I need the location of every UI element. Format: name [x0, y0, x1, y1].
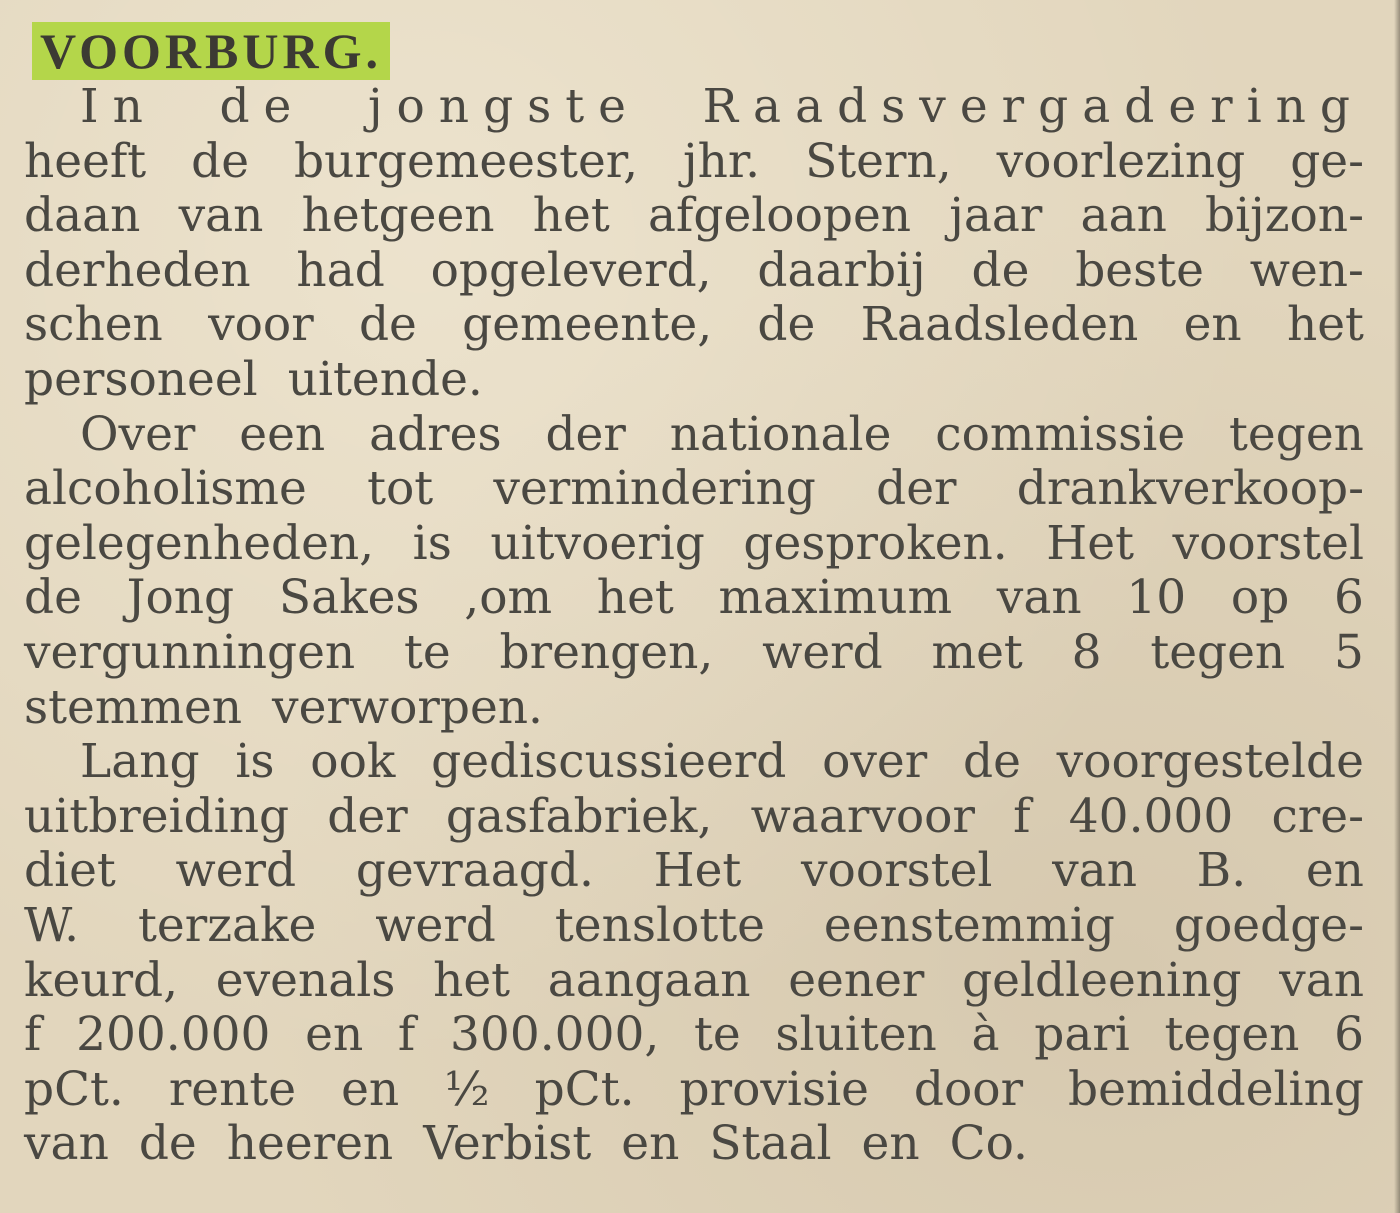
word: op: [1230, 570, 1290, 626]
word: f: [24, 1007, 42, 1063]
word: nationale: [669, 406, 892, 462]
word: een: [239, 406, 326, 462]
word: en: [305, 1007, 364, 1063]
word: en: [1305, 843, 1364, 899]
word: Jong: [126, 570, 235, 626]
word: Lang: [80, 734, 200, 790]
word: gevraagd.: [355, 843, 594, 899]
word: cre-: [1271, 788, 1364, 844]
text-line: [24, 517, 1364, 572]
word: der: [327, 788, 408, 844]
word: keurd,: [24, 952, 179, 1008]
word: W.: [24, 897, 80, 953]
word: voorstel: [800, 843, 993, 899]
word: en: [621, 1116, 680, 1172]
article-paragraph: [24, 735, 1364, 1172]
text-line: [24, 790, 1364, 845]
word: gelegenheden,: [24, 515, 375, 571]
word: van: [1279, 952, 1364, 1008]
word: afgeloopen: [647, 188, 912, 244]
word: gesproken.: [743, 515, 1008, 571]
word: is: [235, 734, 275, 790]
word: daarbij: [757, 242, 926, 298]
word: ½: [444, 1061, 490, 1117]
word: werd: [175, 843, 297, 899]
word: opgeleverd,: [430, 242, 712, 298]
word: ,om: [464, 570, 553, 626]
word: tot: [367, 461, 434, 517]
article-headline: VOORBURG.: [32, 22, 390, 80]
article-paragraph: [24, 80, 1364, 408]
word: 6: [1334, 1007, 1364, 1063]
word: Het: [653, 843, 742, 899]
word: drankverkoop-: [1016, 461, 1364, 517]
text-line: [24, 1063, 1364, 1118]
text-line: [24, 353, 1364, 408]
word: schen: [24, 297, 163, 353]
word: het: [596, 570, 674, 626]
word: pari: [1034, 1007, 1130, 1063]
word: diet: [24, 843, 116, 899]
word: à: [971, 1007, 1000, 1063]
word: B.: [1196, 843, 1247, 899]
word: Sakes: [278, 570, 420, 626]
word: tenslotte: [554, 897, 765, 953]
word: de: [138, 1116, 197, 1172]
word: pCt.: [534, 1061, 635, 1117]
word: 40.000: [1068, 788, 1234, 844]
word: Co.: [949, 1116, 1028, 1172]
word: door: [913, 1061, 1024, 1117]
word: alcoholisme: [24, 461, 307, 517]
word: provisie: [679, 1061, 869, 1117]
word: In: [80, 79, 157, 134]
word: goedge-: [1173, 897, 1364, 953]
word: daan: [24, 188, 141, 244]
word: de: [757, 297, 816, 353]
text-line: [24, 189, 1364, 244]
word: van: [24, 1116, 109, 1172]
word: uitende.: [287, 351, 483, 407]
word: voorlezing: [996, 133, 1246, 189]
word: voorstel: [1172, 515, 1364, 571]
word: Raadsleden: [860, 297, 1139, 353]
word: tegen: [1164, 1007, 1300, 1063]
text-line: [24, 735, 1364, 790]
text-line: [24, 571, 1364, 626]
word: gasfabriek,: [445, 788, 713, 844]
text-line: [24, 298, 1364, 353]
word: vergunningen: [24, 624, 356, 680]
word: werd: [375, 897, 496, 953]
word: f: [397, 1007, 416, 1063]
word: der: [876, 461, 957, 517]
text-line: [24, 899, 1364, 954]
word: de: [24, 570, 82, 626]
word: Stern,: [805, 133, 952, 189]
word: jhr.: [683, 133, 761, 189]
text-line: [24, 1117, 1364, 1172]
word: vermindering: [493, 461, 816, 517]
word: en: [341, 1061, 400, 1117]
word: te: [404, 624, 451, 680]
word: de: [219, 79, 306, 134]
word: adres: [369, 406, 502, 462]
word: het: [433, 952, 511, 1008]
text-line: [24, 244, 1364, 299]
word: ook: [310, 734, 396, 790]
word: bemiddeling: [1068, 1061, 1364, 1117]
word: is: [412, 515, 452, 571]
word: hetgeen: [301, 188, 495, 244]
word: met: [931, 624, 1023, 680]
word: had: [296, 242, 385, 298]
word: verworpen.: [272, 679, 543, 735]
word: derheden: [24, 242, 251, 298]
word: beste: [1075, 242, 1204, 298]
word: eenstemmig: [823, 897, 1115, 953]
word: commissie: [935, 406, 1186, 462]
word: pCt.: [24, 1061, 124, 1117]
text-line: [24, 681, 1364, 736]
word: heeren: [226, 1116, 394, 1172]
word: jaar: [949, 188, 1043, 244]
word: jongste: [367, 79, 640, 134]
word: Het: [1046, 515, 1134, 571]
word: Raadsvergadering: [702, 79, 1364, 134]
word: 5: [1334, 624, 1364, 680]
word: heeft: [24, 133, 147, 189]
word: 8: [1071, 624, 1102, 680]
word: rente: [168, 1061, 297, 1117]
word: tegen: [1229, 406, 1364, 462]
word: brengen,: [499, 624, 714, 680]
word: het: [1286, 297, 1364, 353]
word: de: [971, 242, 1030, 298]
word: gemeente,: [462, 297, 713, 353]
text-line: [24, 80, 1364, 135]
word: Verbist: [423, 1116, 592, 1172]
text-line: [24, 408, 1364, 463]
word: bijzon-: [1205, 188, 1364, 244]
word: de: [962, 734, 1021, 790]
word: 10: [1126, 570, 1187, 626]
text-line: [24, 135, 1364, 190]
text-line: [24, 1008, 1364, 1063]
word: aangaan: [547, 952, 751, 1008]
text-line: [24, 954, 1364, 1009]
word: de: [358, 297, 417, 353]
word: uitbreiding: [24, 788, 290, 844]
word: van: [178, 188, 264, 244]
word: voorgestelde: [1056, 734, 1364, 790]
text-line: [24, 844, 1364, 899]
word: van: [996, 570, 1082, 626]
word: te: [694, 1007, 741, 1063]
word: Staal: [709, 1116, 832, 1172]
word: f: [1013, 788, 1031, 844]
word: gediscussieerd: [431, 734, 787, 790]
word: maximum: [718, 570, 953, 626]
word: het: [532, 188, 610, 244]
text-line: [24, 462, 1364, 517]
word: en: [1183, 297, 1242, 353]
word: over: [822, 734, 928, 790]
word: ge-: [1290, 133, 1364, 189]
text-line: [24, 626, 1364, 681]
article-paragraph: [24, 408, 1364, 736]
word: 300.000,: [450, 1007, 660, 1063]
word: uitvoerig: [490, 515, 705, 571]
word: geldleening: [962, 952, 1242, 1008]
word: en: [861, 1116, 920, 1172]
word: burgemeester,: [294, 133, 639, 189]
word: aan: [1080, 188, 1167, 244]
word: der: [545, 406, 626, 462]
word: van: [1052, 843, 1137, 899]
word: sluiten: [775, 1007, 937, 1063]
word: wen-: [1249, 242, 1364, 298]
word: eener: [788, 952, 925, 1008]
word: werd: [762, 624, 883, 680]
word: waarvoor: [750, 788, 975, 844]
page-edge-shadow: [1394, 0, 1400, 1213]
word: stemmen: [24, 679, 243, 735]
word: voor: [208, 297, 314, 353]
word: Over: [80, 406, 196, 462]
article-body: [24, 80, 1364, 1172]
word: de: [191, 133, 250, 189]
word: 6: [1334, 570, 1364, 626]
word: tegen: [1150, 624, 1286, 680]
word: terzake: [138, 897, 317, 953]
word: 200.000: [76, 1007, 271, 1063]
word: personeel: [24, 351, 258, 407]
word: evenals: [215, 952, 396, 1008]
